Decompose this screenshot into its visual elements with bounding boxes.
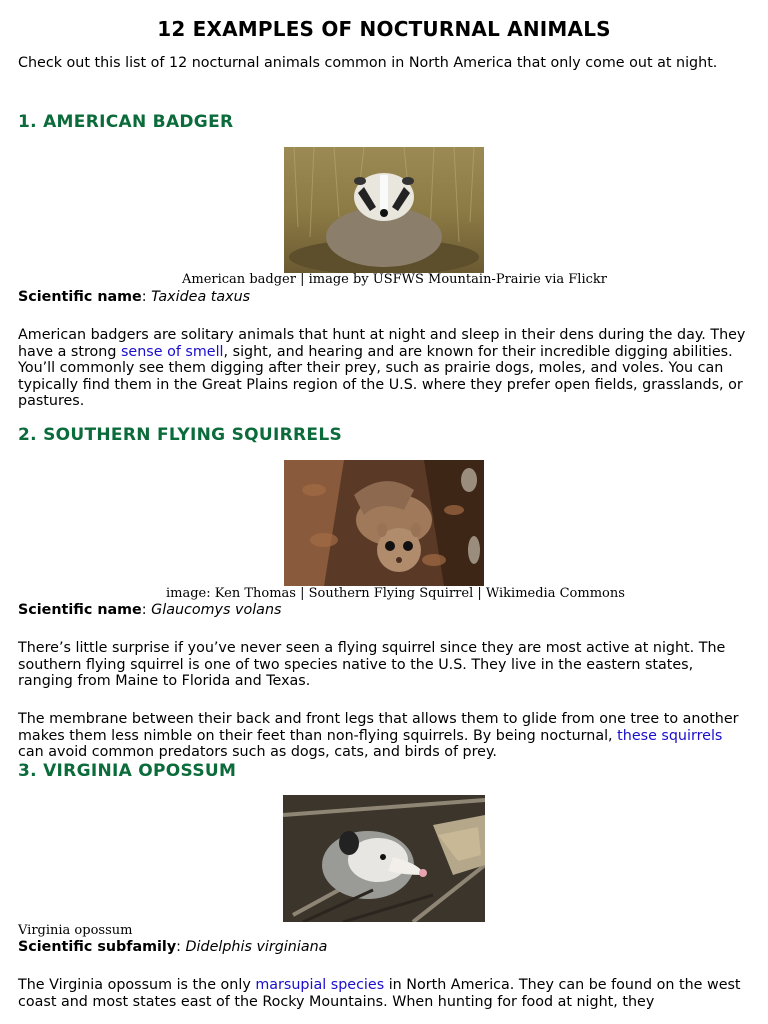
squirrel-paragraph-2 [18,711,750,761]
badger-scientific-name: Scientific name: Taxidea taxus [18,289,251,305]
sense-of-smell-link[interactable]: sense of smell [120,343,224,360]
american-badger-image [284,147,484,273]
virginia-opossum-image [283,795,485,922]
southern-flying-squirrel-caption: image: Ken Thomas | Southern Flying Squirrel | Wikimedia Commons [166,586,625,601]
squirrel-photo-graphic [284,460,484,586]
page-title: 12 EXAMPLES OF NOCTURNAL ANIMALS [157,17,611,41]
virginia-opossum-caption: Virginia opossum [18,923,133,938]
marsupial-species-link[interactable]: marsupial species [255,977,385,993]
section-heading-southern-flying-squirrels: 2. SOUTHERN FLYING SQUIRRELS [18,425,343,445]
opossum-scientific-subfamily: Scientific subfamily: Didelphis virginiana [18,939,328,955]
badger-photo-graphic [284,147,484,273]
squirrel-scientific-name: Scientific name: Glaucomys volans [18,602,282,618]
sci-value: Didelphis virginiana [185,939,328,955]
opossum-photo-graphic [283,795,485,922]
squirrel-paragraph-1: There’s little surprise if you’ve never seen a flying squirrel since they are most active at night. The southern flying squirrel is one of two species native to the U.S. They live in the eastern states, ranging from Maine to Florida and Texas. [18,640,726,689]
text: , sight, and hearing and are known for their incredible digging abilities. You’ll commonly see them digging after their prey, such as prairie dogs, moles, and voles. You can typically find them in the Great Plains region of the U.S. where they prefer open fields, grasslands, or pastures. [18,343,743,409]
section-heading-virginia-opossum: 3. VIRGINIA OPOSSUM [18,761,237,781]
sci-label: Scientific subfamily [18,939,177,955]
these-squirrels-link[interactable]: these squirrels [617,727,723,744]
text: in North America. They can be found on the west coast and most states east of the Rocky Mountains. When hunting for food at night, they [18,977,741,1010]
section-heading-american-badger: 1. AMERICAN BADGER [18,112,234,132]
sci-label: Scientific name [18,289,142,305]
text: American badgers are solitary animals that hunt at night and sleep in their dens during the day. They have a strong [18,327,746,360]
intro-paragraph: Check out this list of 12 nocturnal animals common in North America that only come out at night. [18,55,718,71]
southern-flying-squirrel-image [284,460,484,586]
opossum-paragraph [18,977,750,1010]
badger-paragraph [18,327,750,410]
text: The membrane between their back and front legs that allows them to glide from one tree to another makes them less nimble on their feet than non-flying squirrels. By being nocturnal, [18,711,739,744]
text: can avoid common predators such as dogs, cats, and birds of prey. [18,744,497,760]
text: The Virginia opossum is the only [18,977,256,993]
sci-label: Scientific name [18,602,142,618]
sci-value: Taxidea taxus [151,289,251,305]
sci-value: Glaucomys volans [151,602,282,618]
american-badger-caption: American badger | image by USFWS Mountain-Prairie via Flickr [182,272,607,287]
